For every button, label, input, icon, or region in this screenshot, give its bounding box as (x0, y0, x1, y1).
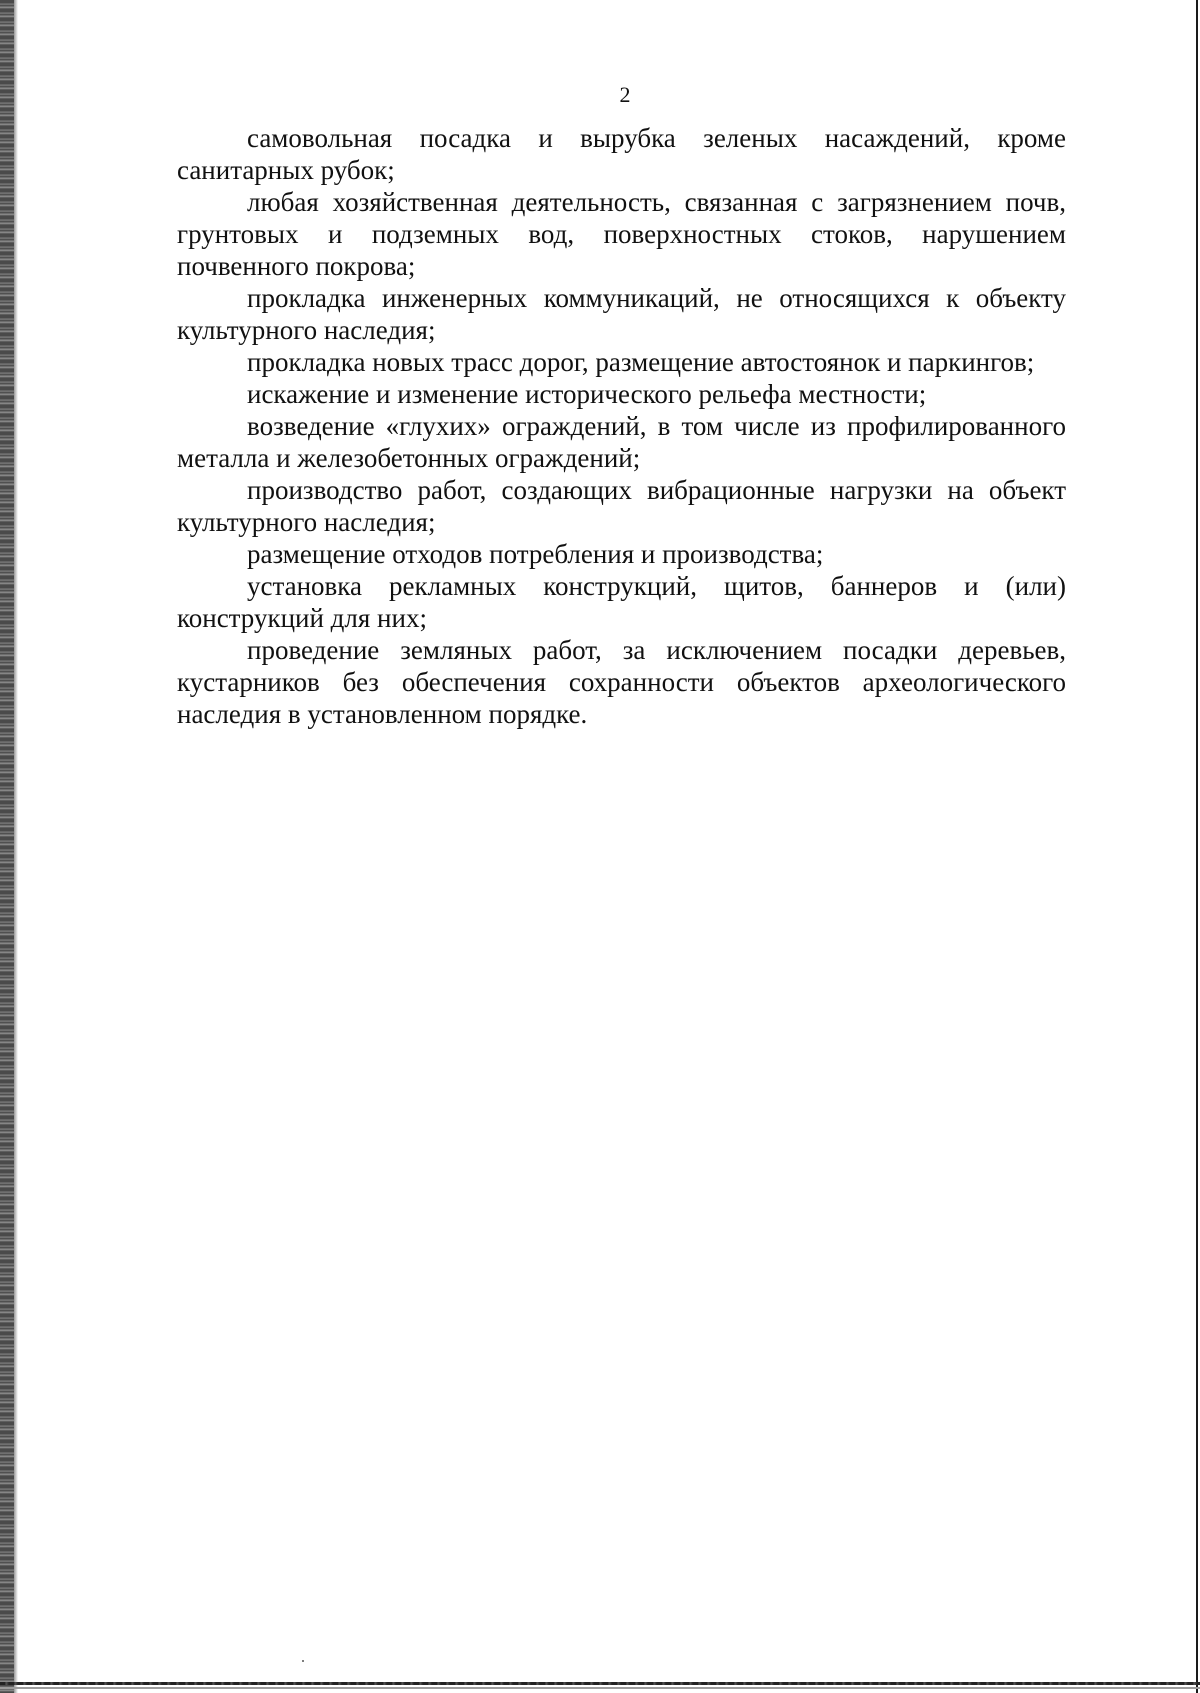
paragraph: искажение и изменение исторического рельефа местности; (247, 379, 927, 409)
scan-speck (302, 1660, 304, 1662)
paragraph: любая хозяйственная деятельность, связанная с загрязнением почв, грунтовых и подземных вод, поверхностных стоков, нарушением почвенного покрова; (177, 187, 1066, 281)
paragraph: прокладка инженерных коммуникаций, не относящихся к объекту культурного наследия; (177, 283, 1066, 345)
scan-edge-bottom-shadow (0, 1687, 1200, 1689)
paragraph: самовольная посадка и вырубка зеленых насаждений, кроме санитарных рубок; (177, 123, 1066, 185)
page-number: 2 (619, 82, 631, 107)
paragraph: производство работ, создающих вибрационные нагрузки на объект культурного наследия; (177, 475, 1066, 537)
scan-edge-left-shadow (14, 0, 18, 1693)
paragraph: возведение «глухих» ограждений, в том числе из профилированного металла и железобетонных ограждений; (177, 411, 1066, 473)
scan-edge-bottom (0, 1682, 1200, 1685)
scan-edge-right (1196, 0, 1198, 1693)
paragraph: проведение земляных работ, за исключением посадки деревьев, кустарников без обеспечения сохранности объектов археологического наследия в установленном порядке. (177, 635, 1066, 729)
scan-edge-left (0, 0, 14, 1693)
paragraph: установка рекламных конструкций, щитов, баннеров и (или) конструкций для них; (177, 571, 1066, 633)
paragraph: размещение отходов потребления и производства; (247, 539, 824, 569)
paragraph: прокладка новых трасс дорог, размещение автостоянок и паркингов; (247, 347, 1035, 377)
document-body (177, 122, 1066, 730)
